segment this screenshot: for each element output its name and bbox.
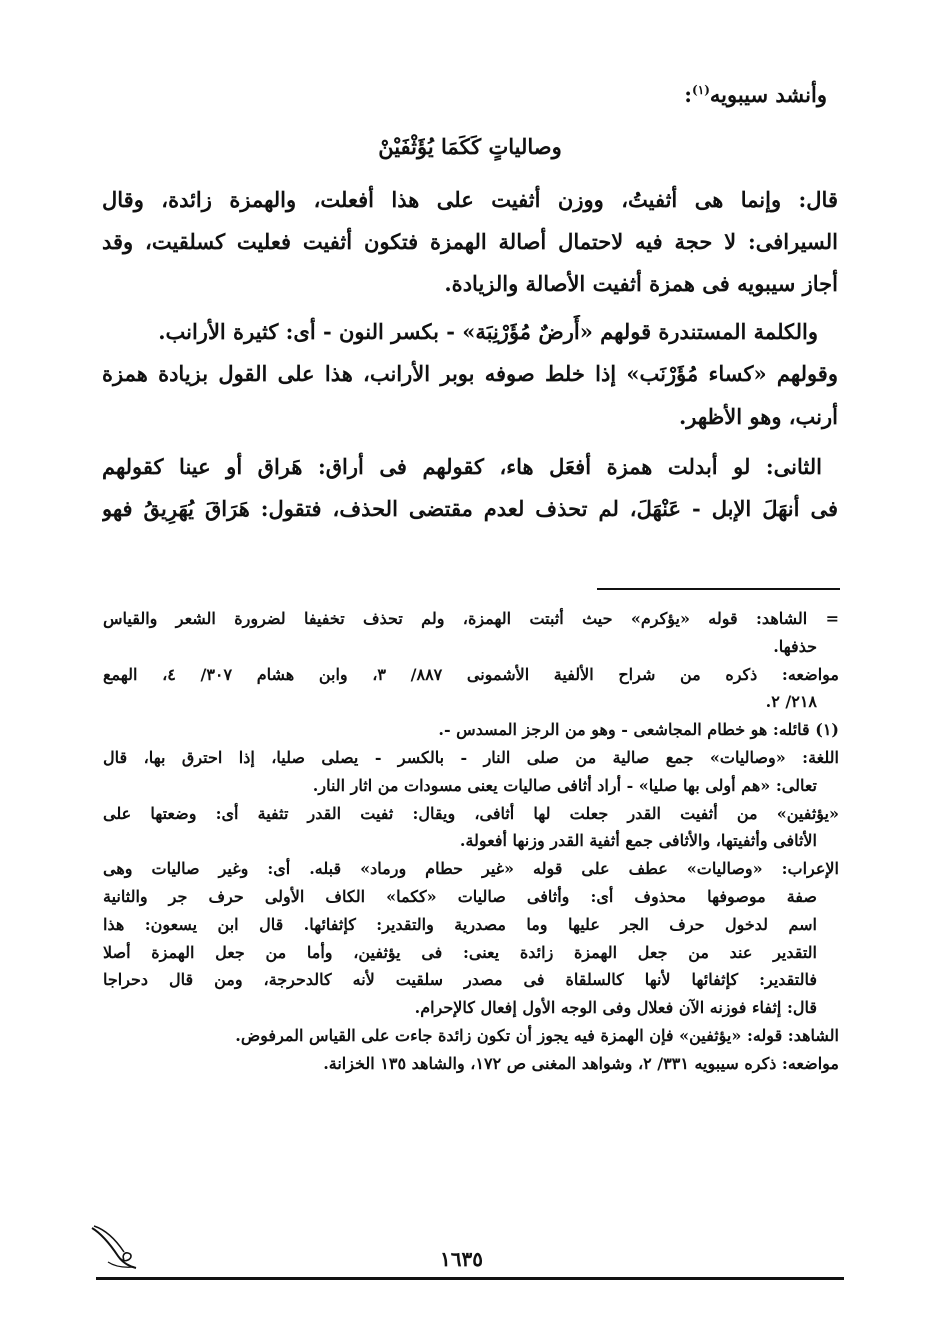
- footnote-line: تعالى: «هم أولى بها صليا» - أراد أثافى صاليات يعنى مسودات من اثار النار.: [312, 776, 817, 795]
- footnote-line: «يؤثفين» من أثفيت القدر جعلت لها أثافى، ويقال: ثفيت القدر تثفية أى: وضعتها على: [103, 804, 839, 823]
- paragraph-line: قال: وإنما هى أثفيتُ، ووزن أثفيت على هذا أفعلت، والهمزة زائدة، وقال: [102, 187, 838, 212]
- verse-line: [300, 130, 640, 164]
- paragraph-text: والكلمة المستندرة قولهم «أَرضٌ مُؤَرْنِبَة» - بكسر النون - أى: كثيرة الأرانب.: [158, 319, 818, 344]
- paragraph-line: وقولهم «كساء مُؤَرْنَب» إذا خلط صوفه بوبر الأرانب، هذا على القول بزيادة همزة: [102, 361, 838, 386]
- footnote-line: = الشاهد: قوله «يؤكرم» حيث أثبتت الهمزة، ولم تحذف تخفيفا لضرورة الشعر والقياس: [103, 609, 839, 628]
- intro-line: [427, 78, 827, 112]
- footnote-ref: (١): [692, 83, 710, 97]
- quill-ornament-icon: [88, 1222, 140, 1272]
- footnote-line: صفة موصوفها محذوف أى: وأثافى صاليات «ككما» الكاف الأولى حرف جر والثانية: [103, 887, 817, 906]
- footnote-line: الأثافى وأثفيتها، والأثافى جمع أثفية القدر وزنها أفعولة.: [459, 831, 817, 850]
- footnote-line: اللغة: «وصاليات» جمع صالية من صلى النار - بالكسر - يصلى صليا، إذا احترق بها، قال: [103, 748, 839, 767]
- intro-text: وأنشد سيبويه: [709, 82, 827, 107]
- paragraph-line: الثانى: لو أبدلت همزة أفعَل هاء، كقولهم فى أراق: هَراق أو عينا كقولهم: [102, 454, 822, 479]
- footnote-line: مواضعه: ذكره من شراح الألفية الأشمونى ٨٨٧/ ٣، وابن هشام ٣٠٧/ ٤، الهمع: [103, 665, 839, 684]
- footnote-line: اسم لدخول حرف الجر عليها وما مصدرية والتقدير: كإثفائها. قال ابن يسعون: هذا: [103, 915, 817, 934]
- paragraph-line: أجاز سيبويه فى همزة أثفيت الأصالة والزيادة.: [444, 271, 838, 296]
- verse-text: وصالياتٍ كَكَمَا يُؤَثْفَيْنْ: [378, 134, 562, 159]
- footnote-line: الإعراب: «وصاليات» عطف على قوله «غير حطام ورماد» قبله. أى: وغير صاليات وهى: [103, 859, 839, 878]
- footnote-line: قال: إثفاء فوزنه الآن فعلال وفى الوجه الأول إفعال كالإحرام.: [414, 998, 817, 1017]
- footnote-line: التقدير عند من جعل الهمزة زائدة يعنى: فى يؤثفين، وأما من جعل الهمزة أصلا: [103, 943, 817, 962]
- footnote-line: مواضعه: ذكره سيبويه ٣٣١/ ٢، وشواهد المغنى ص ١٧٢، والشاهد ١٣٥ الخزانة.: [323, 1054, 839, 1073]
- footnote-line: فالتقدير: كإثفائها لأنها كالسلقاة فى مصدر سلقيت لأنه كالدحرجة، ومن قال دحراجا: [103, 970, 817, 989]
- bottom-rule: [96, 1277, 844, 1280]
- footnote-line: ٢١٨/ ٢.: [765, 692, 817, 711]
- footnote-line: الشاهد: قوله: «يؤثفين» فإن الهمزة فيه يجوز أن تكون زائدة جاءت على القياس المرفوض.: [235, 1026, 839, 1045]
- paragraph-line: السيرافى: لا حجة فيه لاحتمال أصالة الهمزة فتكون أثفيت فعليت كسلقيت، وقد: [102, 229, 838, 254]
- footnote-separator: [597, 588, 840, 590]
- intro-colon: :: [684, 82, 693, 107]
- page-number: ١٦٣٥: [440, 1247, 483, 1271]
- footnote-line: (١) قائله: هو خطام المجاشعى - وهو من الرجز المسدس -.: [438, 720, 839, 739]
- footnote-line: حذفها.: [773, 637, 817, 656]
- paragraph-line: أرنب، وهو الأظهر.: [678, 404, 838, 429]
- paragraph-line: [102, 315, 838, 349]
- paragraph-line: فى أنهَلَ الإبل - عَنْهَلَ، لم تحذف لعدم مقتضى الحذف، فتقول: هَرَاقَ يُهَرِيقُ فهو: [102, 496, 838, 521]
